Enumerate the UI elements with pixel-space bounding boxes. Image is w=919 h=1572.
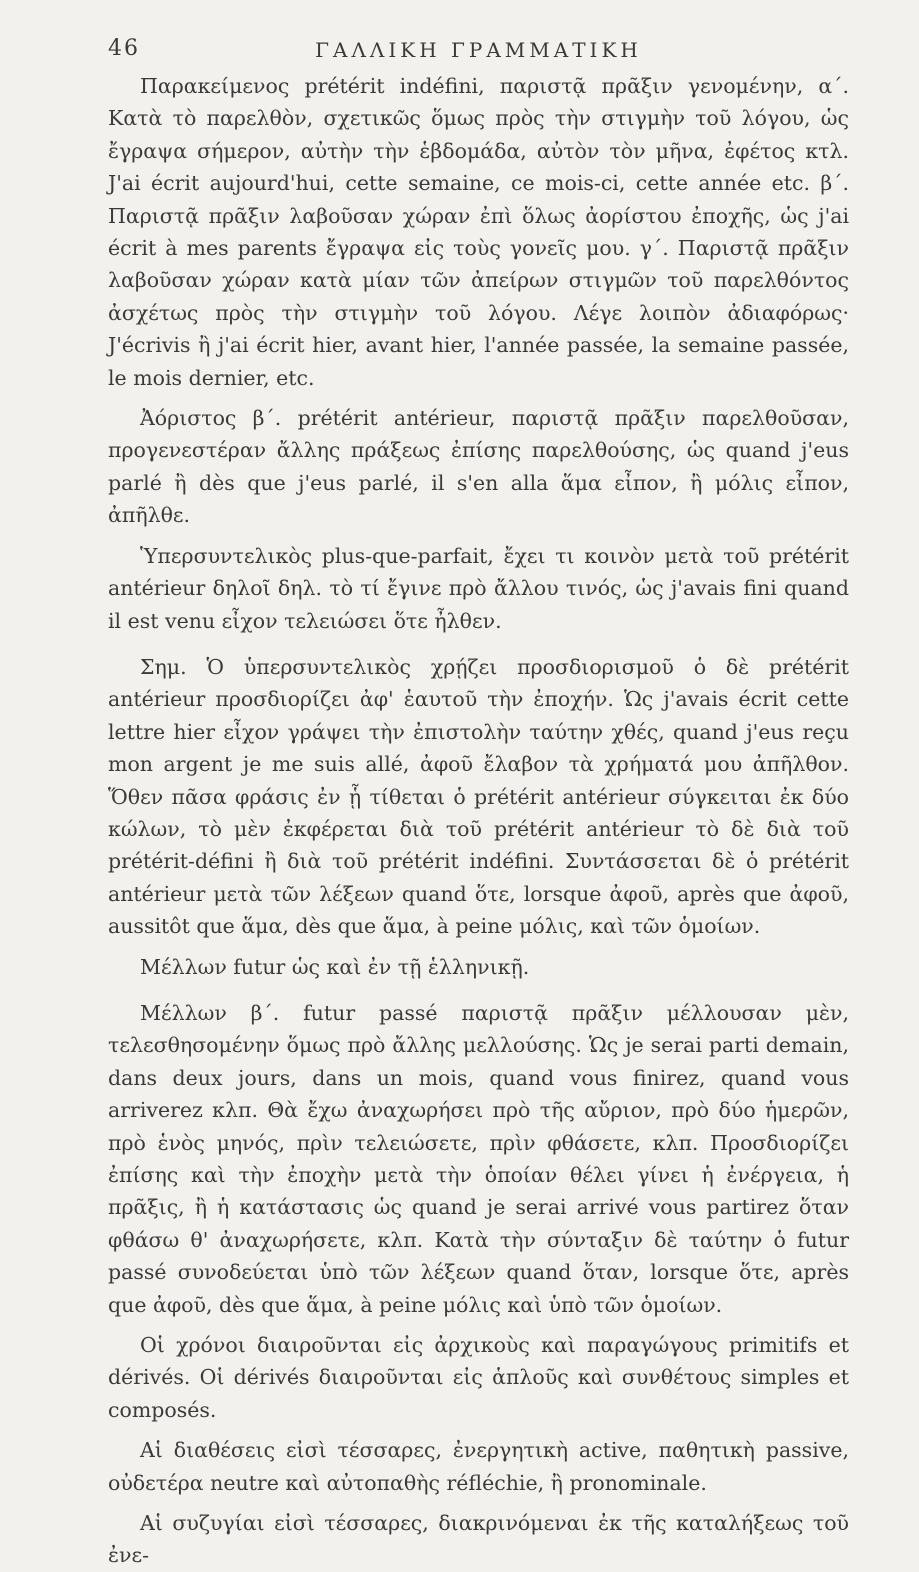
paragraph-note: Σημ. Ὁ ὑπερσυντελικὸς χρῄζει προσδιορισμοῦ ὁ δὲ prétérit antérieur προσδιορίζει ἀφ' ἑαυτοῦ τὴν ἐποχήν. Ὡς j'avais écrit cette lettre hier εἶχον γράψει τὴν ἐπιστολὴν ταύτην χθές, quand j'eus reçu mon argent je me suis allé, ἀφοῦ ἔλαβον τὰ χρήματά μου ἀπῆλθον. Ὅθεν πᾶσα φράσις ἐν ᾗ τίθεται ὁ prétérit antérieur σύγκειται ἐκ δύο κώλων, τὸ μὲν ἐκφέρεται διὰ τοῦ prétérit antérieur τὸ δὲ διὰ τοῦ prétérit-défini ἢ διὰ τοῦ prétérit indéfini. Συντάσσεται δὲ ὁ prétérit antérieur μετὰ τῶν λέξεων quand ὅτε, lorsque ἀφοῦ, après que ἀφοῦ, aussitôt que ἅμα, dès que ἅμα, à peine μόλις, καὶ τῶν ὁμοίων. <box>108 654 849 939</box>
paragraph-futur-passe: Μέλλων β΄. futur passé παριστᾷ πρᾶξιν μέλλουσαν μὲν, τελεσθησομένην ὅμως πρὸ ἄλλης μελλούσης. Ὡς je serai parti demain, dans deux jours, dans un mois, quand vous finirez, quand vous arriverez κλπ. Θὰ ἔχω ἀναχωρήσει πρὸ τῆς αὔριον, πρὸ δύο ἡμερῶν, πρὸ ἑνὸς μηνός, πρὶν τελειώσετε, πρὶν φθάσετε, κλπ. Προσδιορίζει ἐπίσης καὶ τὴν ἐποχὴν μετὰ τὴν ὁποίαν θέλει γίνει ἡ ἐνέργεια, ἡ πρᾶξις, ἢ ἡ κατάστασις ὡς quand je serai arrivé vous partirez ὅταν φθάσω θ' ἀναχωρήσετε, κλπ. Κατὰ τὴν σύνταξιν δὲ ταύτην ὁ futur passé συνοδεύεται ὑπὸ τῶν λέξεων quand ὅταν, lorsque ὅτε, après que ἀφοῦ, dès que ἅμα, à peine μόλις καὶ ὑπὸ τῶν ὁμοίων. <box>108 1000 849 1317</box>
page-header <box>108 36 849 70</box>
paragraph-plus-que-parfait: Ὑπερσυντελικὸς plus-que-parfait, ἔχει τι κοινὸν μετὰ τοῦ prétérit antérieur δηλοῖ δηλ. τὸ τί ἔγινε πρὸ ἄλλου τινός, ὡς j'avais fini quand il est venu εἶχον τελειώσει ὅτε ἦλθεν. <box>108 543 849 633</box>
paragraph-futur: Μέλλων futur ὡς καὶ ἐν τῇ ἑλληνικῇ. <box>140 954 530 979</box>
running-head: ΓΑΛΛΙΚΗ ΓΡΑΜΜΑΤΙΚΗ <box>315 38 642 62</box>
paragraph-voix: Αἱ διαθέσεις εἰσὶ τέσσαρες, ἐνεργητικὴ active, παθητικὴ passive, οὐδετέρα neutre καὶ αὐτοπαθὴς réfléchie, ἢ pronominale. <box>108 1438 849 1495</box>
paragraph-temps: Οἱ χρόνοι διαιροῦνται εἰς ἀρχικοὺς καὶ παραγώγους primitifs et dérivés. Οἱ dérivés διαιροῦνται εἰς ἁπλοῦς καὶ συνθέτους simples et composés. <box>108 1333 849 1422</box>
paragraph-preterit-anterieur: Ἀόριστος β΄. prétérit antérieur, παριστᾷ πρᾶξιν παρελθοῦσαν, προγενεστέραν ἄλλης πράξεως ἐπίσης παρελθούσης, ὡς quand j'eus parlé ἢ dès que j'eus parlé, il s'en alla ἅμα εἶπον, ἢ μόλις εἶπον, ἀπῆλθε. <box>108 406 849 528</box>
paragraph-preterit-indefini: Παρακείμενος prétérit indéfini, παριστᾷ πρᾶξιν γενομένην, α΄. Κατὰ τὸ παρελθὸν, σχετικῶς ὅμως πρὸς τὴν στιγμὴν τοῦ λόγου, ὡς ἔγραψα σήμερον, αὐτὴν τὴν ἑβδομάδα, αὐτὸν τὸν μῆνα, ἐφέτος κτλ. J'ai écrit aujourd'hui, cette semaine, ce mois-ci, cette année etc. β΄. Παριστᾷ πρᾶξιν λαβοῦσαν χώραν ἐπὶ ὅλως ἀορίστου ἐποχῆς, ὡς j'ai écrit à mes parents ἔγραψα εἰς τοὺς γονεῖς μου. γ΄. Παριστᾷ πρᾶξιν λαβοῦσαν χώραν κατὰ μίαν τῶν ἀπείρων στιγμῶν τοῦ παρελθόντος ἀσχέτως πρὸς τὴν στιγμὴν τοῦ λόγου. Λέγε λοιπὸν ἀδιαφόρως· J'écrivis ἢ j'ai écrit hier, avant hier, l'année passée, la semaine passée, le mois dernier, etc. <box>108 74 849 390</box>
paragraph-conjugaisons: Αἱ συζυγίαι εἰσὶ τέσσαρες, διακρινόμεναι ἐκ τῆς καταλήξεως τοῦ ἐνε- <box>108 1511 849 1568</box>
page-number: 46 <box>108 36 140 61</box>
body-text <box>108 70 849 1572</box>
